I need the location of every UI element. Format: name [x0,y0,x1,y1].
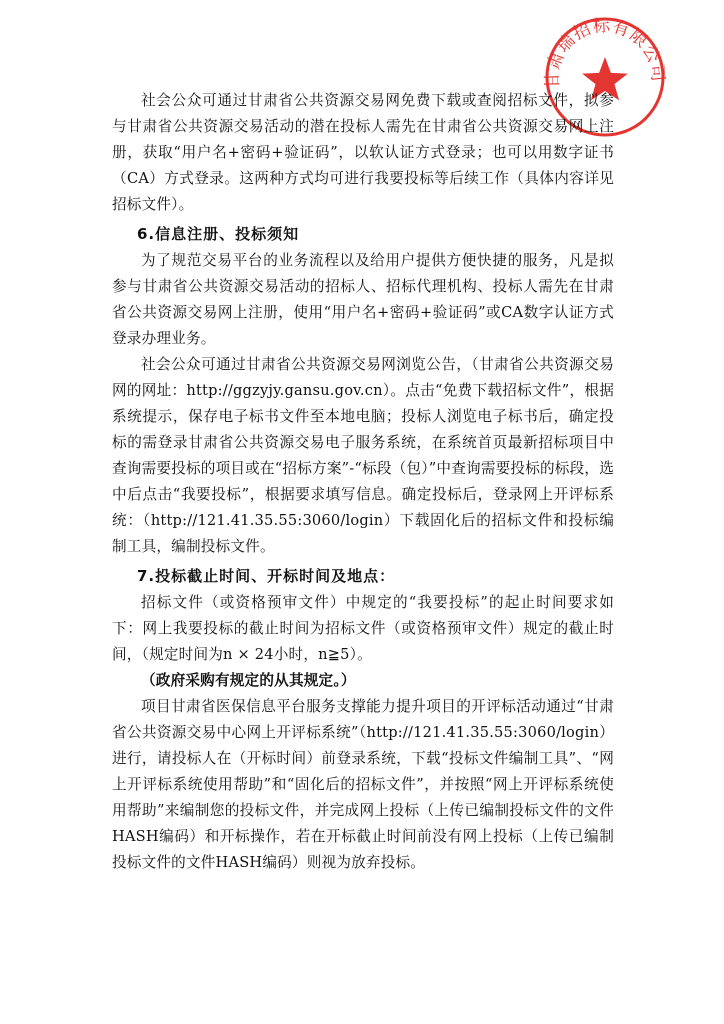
section-7-note: （政府采购有规定的从其规定。） [141,672,356,689]
section-7-paragraph-2: 项目甘肃省医保信息平台服务支撑能力提升项目的开评标活动通过“甘肃省公共资源交易中心网上开评标系统”（http://121.41.35.55:3060/login）进行，请投标人在（开标时间）前登录系统，下载“投标文件编制工具”、“网上开评标系统使用帮助”和“固化后的招标文件”，并按照“网上开评标系统使用帮助”来编制您的投标文件，并完成网上投标（上传已编制投标文件的文件HASH编码）和开标操作，若在开标截止时间前没有网上投标（上传已编制投标文件的文件HASH编码）则视为放弃投标。 [112,698,614,871]
section-6-paragraph-1: 为了规范交易平台的业务流程以及给用户提供方便快捷的服务，凡是拟参与甘肃省公共资源交易活动的招标人、招标代理机构、投标人需先在甘肃省公共资源交易网上注册，使用“用户名+密码+验证码”或CA数字认证方式登录办理业务。 [112,252,614,347]
section-6-heading: 6.信息注册、投标须知 [137,225,300,243]
section-7-heading: 7.投标截止时间、开标时间及地点： [137,567,396,585]
section-7-paragraph-1: 招标文件（或资格预审文件）中规定的“我要投标”的起止时间要求如下：网上我要投标的截止时间为招标文件（或资格预审文件）规定的截止时间，（规定时间为n × 24小时，n≧5）。 [112,594,614,663]
section-6-paragraph-2: 社会公众可通过甘肃省公共资源交易网浏览公告，（甘肃省公共资源交易网的网址：http://ggzyjy.gansu.gov.cn）。点击“免费下载招标文件”，根据系统提示，保存电子标书文件至本地电脑；投标人浏览电子标书后，确定投标的需登录甘肃省公共资源交易电子服务系统，在系统首页最新招标项目中查询需要投标的项目或在“招标方案”-“标段（包）”中查询需要投标的标段，选中后点击“我要投标”，根据要求填写信息。确定投标后，登录网上开评标系统：（http://121.41.35.55:3060/login）下载固化后的招标文件和投标编制工具，编制投标文件。 [112,356,614,555]
document-body [112,88,614,876]
seal-text: 甘肃瑞招标有限公司 [542,16,668,90]
intro-paragraph: 社会公众可通过甘肃省公共资源交易网免费下载或查阅招标文件，拟参与甘肃省公共资源交易活动的潜在投标人需先在甘肃省公共资源交易网上注册，获取“用户名+密码+验证码”，以软认证方式登录；也可以用数字证书（CA）方式登录。这两种方式均可进行我要投标等后续工作（具体内容详见招标文件）。 [112,92,614,213]
